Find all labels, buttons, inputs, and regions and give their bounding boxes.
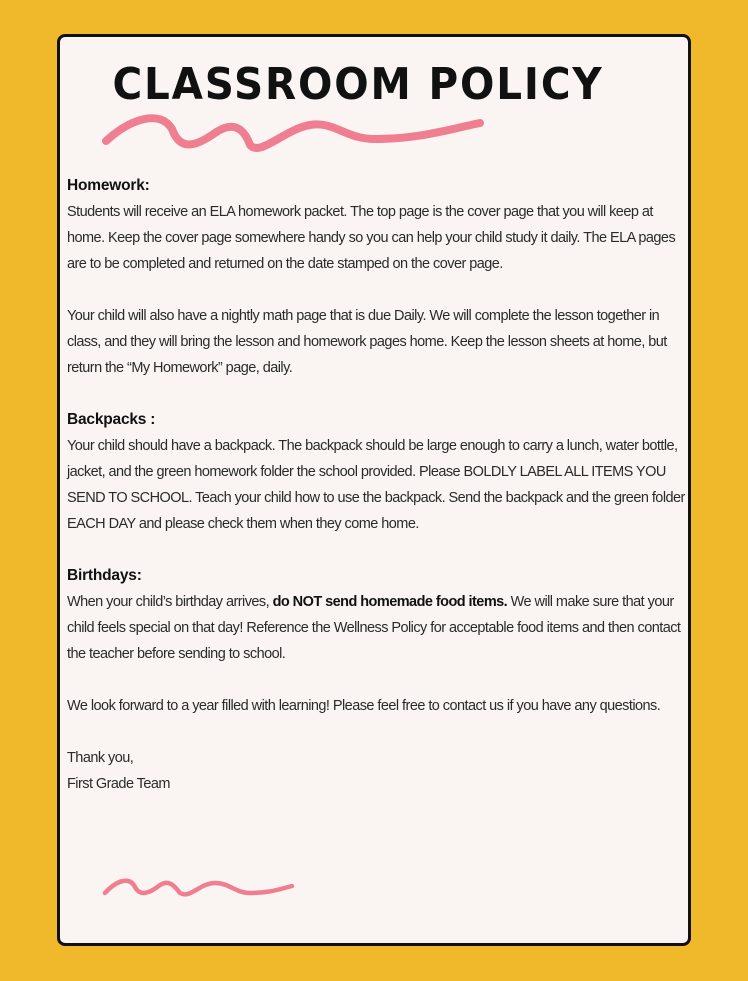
signature: First Grade Team	[67, 776, 170, 792]
section-heading-homework: Homework:	[67, 177, 150, 194]
squiggle-decoration-top	[100, 109, 500, 159]
homework-paragraph-1: Students will receive an ELA homework packet. The top page is the cover page that you will keep at home. Keep the cover page somewhere handy so you can help your child study it daily. The ELA pages are to be completed and returned on the date stamped on the cover page.	[67, 204, 676, 272]
birthdays-text-end: We will make sure that your child feels special on that day! Reference the Wellness Policy for acceptable food items and then contact the teacher before sending to school.	[67, 594, 681, 662]
closing-paragraph: We look forward to a year filled with learning! Please feel free to contact us if you have any questions.	[67, 698, 661, 714]
page-title: CLASSROOM POLICY	[112, 59, 604, 110]
section-heading-backpacks: Backpacks :	[67, 411, 156, 428]
birthdays-paragraph	[67, 589, 685, 667]
backpacks-paragraph: Your child should have a backpack. The backpack should be large enough to carry a lunch, water bottle, jacket, and the green homework folder the school provided. Please BOLDLY LABEL ALL ITEMS YOU SEND TO SCHOOL. Teach your child how to use the backpack. Send the backpack and the green folder EACH DAY and please check them when they come home.	[67, 438, 685, 532]
signoff: Thank you,	[67, 750, 134, 766]
policy-card	[57, 34, 691, 946]
squiggle-decoration-bottom	[100, 873, 300, 903]
birthdays-bold-warning: do NOT send homemade food items.	[272, 594, 508, 610]
homework-paragraph-2: Your child will also have a nightly math page that is due Daily. We will complete the lesson together in class, and they will bring the lesson and homework pages home. Keep the lesson sheets at home, but return the “My Homework” page, daily.	[67, 308, 667, 376]
section-heading-birthdays: Birthdays:	[67, 567, 142, 584]
policy-content	[67, 173, 685, 797]
birthdays-text-start: When your child’s birthday arrives,	[67, 594, 273, 610]
